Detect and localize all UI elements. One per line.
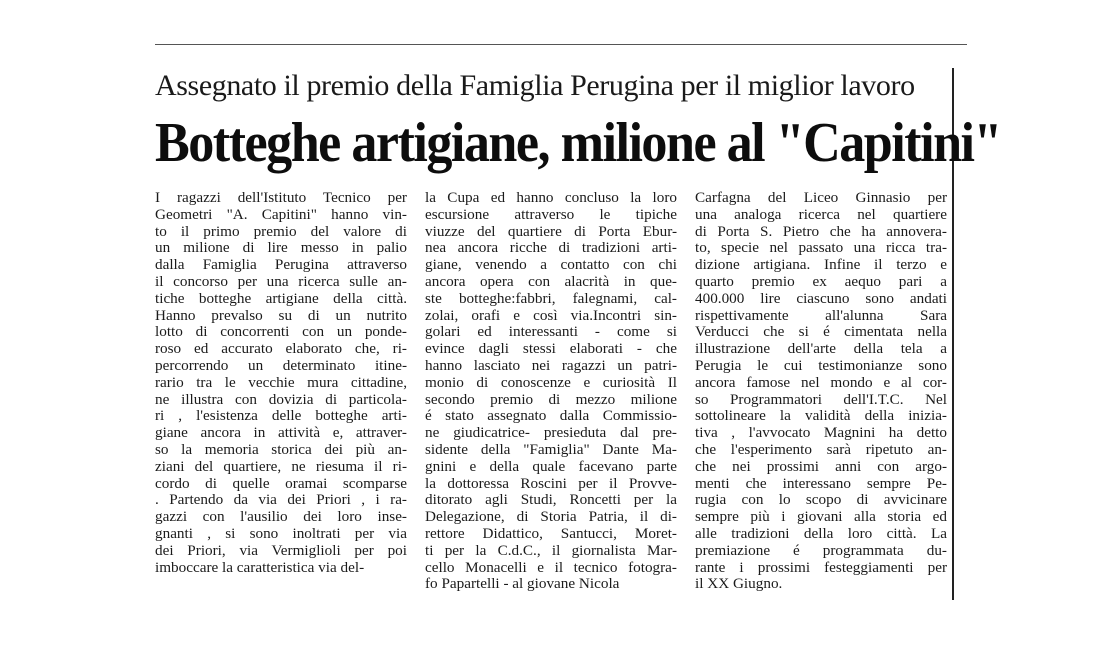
article-text-line: alle tradizioni della loro città. La	[695, 525, 947, 542]
article-text-line: cello Monacelli e il tecnico fotogra-	[425, 559, 677, 576]
article-text-line: rispettivamente all'alunna Sara	[695, 307, 947, 324]
article-text-line: roso ed accurato elaborato che, ri-	[155, 341, 407, 358]
article-text-line: la Cupa ed hanno concluso la loro	[425, 190, 677, 206]
article-text-line: monio di conoscenze e curiosità Il	[425, 374, 677, 391]
article-text-line: ne illustra con dovizia di particola-	[155, 391, 407, 408]
article-text-line: so la memoria storica dei più an-	[155, 441, 407, 458]
article-text-line: ti per la C.d.C., il giornalista Mar-	[425, 542, 677, 559]
article-text-line: lotto di concorrenti con un ponde-	[155, 324, 407, 341]
article-headline: Botteghe artigiane, milione al "Capitini"	[155, 112, 1001, 174]
article-text-line: giane, venendo a contatto con chi	[425, 257, 677, 274]
article-text-line: sempre più i giovani alla storia ed	[695, 509, 947, 526]
article-text-line: Delegazione, di Storia Patria, il di-	[425, 509, 677, 526]
article-text-line: Geometri "A. Capitini" hanno vin-	[155, 206, 407, 223]
article-text-line: sottolineare la validità della inizia-	[695, 408, 947, 425]
article-text-line: premiazione é programmata du-	[695, 542, 947, 559]
article-text-line: gnanti , si sono inoltrati per via	[155, 525, 407, 542]
article-text-line: 400.000 lire ciascuno sono andati	[695, 290, 947, 307]
article-text-line: gnini e della quale facevano parte	[425, 458, 677, 475]
article-text-line: tiche botteghe artigiane della città.	[155, 290, 407, 307]
article-text-line: quarto premio ex aequo pari a	[695, 273, 947, 290]
article-text-line: dalla Famiglia Perugina attraverso	[155, 257, 407, 274]
article-text-line: una analoga ricerca nel quartiere	[695, 206, 947, 223]
article-text-line: cordo di quelle oramai scomparse	[155, 475, 407, 492]
article-text-line: Hanno prevalso su di un nutrito	[155, 307, 407, 324]
article-text-line: viuzze del quartiere di Porta Ebur-	[425, 223, 677, 240]
article-text-line: di Porta S. Pietro che ha annovera-	[695, 223, 947, 240]
article-text-line: ditorato agli Studi, Roncetti per la	[425, 492, 677, 509]
article-text-line: rante i prossimi festeggiamenti per	[695, 559, 947, 576]
article-text-line: dei Priori, via Vermiglioli per poi	[155, 542, 407, 559]
article-text-line: imboccare la caratteristica via del-	[155, 559, 365, 576]
article-text-line: Verducci che si é cimentata nella	[695, 324, 947, 341]
article-column-3	[695, 190, 947, 593]
article-text-line: evince dagli stessi elaborati - che	[425, 341, 677, 358]
article-text-line: so Programmatori dell'I.T.C. Nel	[695, 391, 947, 408]
article-text-line: sidente della "Famiglia" Dante Ma-	[425, 441, 677, 458]
article-text-line: é stato assegnato dalla Commissio-	[425, 408, 677, 425]
article-text-line: Perugia le cui testimonianze sono	[695, 357, 947, 374]
article-text-line: I ragazzi dell'Istituto Tecnico per	[155, 190, 407, 206]
article-text-line: Carfagna del Liceo Ginnasio per	[695, 190, 947, 206]
article-text-line: golari ed interessanti - come si	[425, 324, 677, 341]
article-text-line: nea ancora ricche di tradizioni arti-	[425, 240, 677, 257]
article-text-line: gazzi con l'ausilio dei loro inse-	[155, 509, 407, 526]
article-column-1	[155, 190, 407, 576]
article-text-line: tiva , l'avvocato Magnini ha detto	[695, 425, 947, 442]
article-text-line: rario tra le vecchie mura cittadine,	[155, 374, 407, 391]
article-text-line: ancora famose nel mondo e al cor-	[695, 374, 947, 391]
article-text-line: rugia con lo scopo di avvicinare	[695, 492, 947, 509]
top-rule	[155, 44, 967, 45]
article-text-line: escursione attraverso le tipiche	[425, 206, 677, 223]
article-text-line: . Partendo da via dei Priori , i ra-	[155, 492, 407, 509]
article-kicker: Assegnato il premio della Famiglia Perugina per il miglior lavoro	[155, 69, 915, 102]
article-text-line: dizione artigiana. Infine il terzo e	[695, 257, 947, 274]
article-text-line: che l'esperimento sarà ripetuto an-	[695, 441, 947, 458]
article-text-line: ne giudicatrice- presieduta dal pre-	[425, 425, 677, 442]
article-text-line: ste botteghe:fabbri, falegnami, cal-	[425, 290, 677, 307]
article-text-line: rettore Didattico, Santucci, Moret-	[425, 525, 677, 542]
article-text-line: il XX Giugno.	[695, 576, 783, 593]
article-text-line: illustrazione dell'arte della tela a	[695, 341, 947, 358]
article-column-2	[425, 190, 677, 593]
article-text-line: la dottoressa Roscini per il Provve-	[425, 475, 677, 492]
article-text-line: il concorso per una ricerca sulle an-	[155, 273, 407, 290]
article-text-line: ziani del quartiere, ne riesuma il ri-	[155, 458, 407, 475]
article-text-line: ri , l'esistenza delle botteghe arti-	[155, 408, 407, 425]
article-text-line: hanno lasciato nei ragazzi un patri-	[425, 357, 677, 374]
article-text-line: menti che interessano sempre Pe-	[695, 475, 947, 492]
article-text-line: secondo premio di mezzo milione	[425, 391, 677, 408]
article-text-line: zolai, orafi e così via.Incontri sin-	[425, 307, 677, 324]
article-text-line: che nei prossimi anni con argo-	[695, 458, 947, 475]
article-text-line: un milione di lire messo in palio	[155, 240, 407, 257]
article-text-line: percorrendo un determinato itine-	[155, 357, 407, 374]
article-text-line: ancora opera con alacrità in que-	[425, 273, 677, 290]
article-text-line: giane ancora in attività e, attraver-	[155, 425, 407, 442]
article-text-line: fo Papartelli - al giovane Nicola	[425, 576, 620, 593]
article-text-line: to il primo premio del valore di	[155, 223, 407, 240]
article-text-line: to, specie nel passato una ricca tra-	[695, 240, 947, 257]
